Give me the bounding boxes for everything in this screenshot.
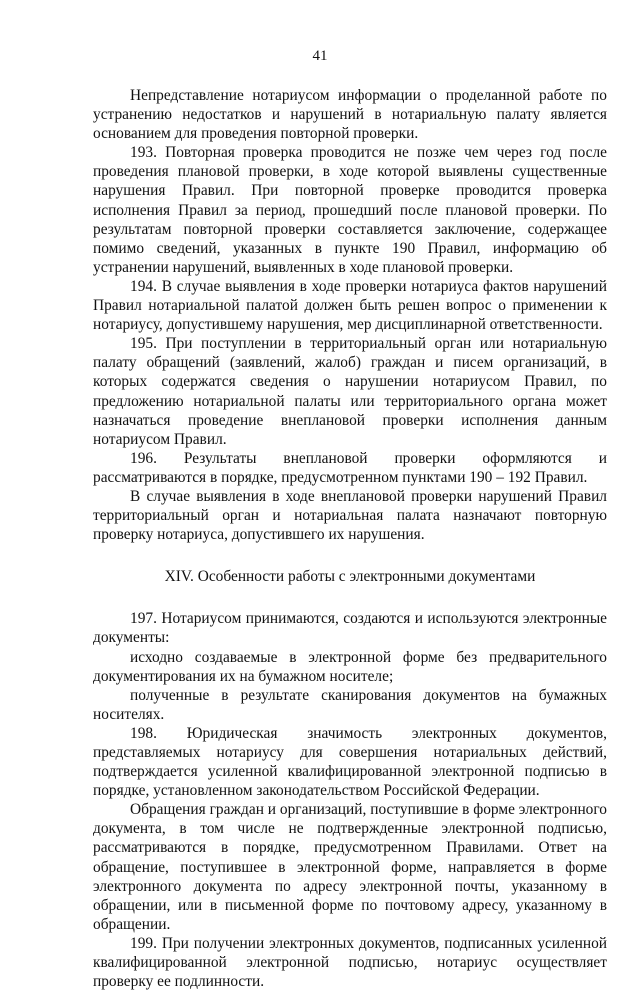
- paragraph-193: 193. Повторная проверка проводится не позже чем через год после проведения плановой проверки, в ходе которой выявлены существенные нарушения Правил. При повторной проверке проводится проверка исполнения Правил за период, прошедший после плановой проверки. По результатам повторной проверки составляется заключение, содержащее помимо сведений, указанных в пункте 190 Правил, информацию об устранении нарушений, выявленных в ходе плановой проверки.: [93, 144, 607, 276]
- paragraph-195: 195. При поступлении в территориальный орган или нотариальную палату обращений (заявлений, жалоб) граждан и писем организаций, в которых содержатся сведения о нарушении нотариусом Правил, по предложению нотариальной палаты или территориального органа может назначаться проведение внеплановой проверки исполнения данным нотариусом Правил.: [93, 335, 607, 448]
- paragraph-198: 198. Юридическая значимость электронных документов, представляемых нотариусу для совершения нотариальных действий, подтверждается усиленной квалифицированной электронной подписью в порядке, установленном законодательством Российской Федерации.: [93, 724, 607, 800]
- list-item: полученные в результате сканирования документов на бумажных носителях.: [93, 686, 607, 723]
- paragraph: Обращения граждан и организаций, поступившие в форме электронного документа, в том числе не подтвержденные электронной подписью, рассматриваются в порядке, предусмотренном Правилами. Ответ на обращение, поступившее в электронной форме, направляется в форме электронного документа по адресу электронной почты, указанному в обращении, или в письменной форме по почтовому адресу, указанному в обращении.: [93, 801, 607, 933]
- paragraph-196: 196. Результаты внеплановой проверки оформляются и рассматриваются в порядке, предусмотренном пунктами 190 – 192 Правил.: [93, 449, 607, 486]
- paragraph-199: 199. При получении электронных документов, подписанных усиленной квалифицированной электронной подписью, нотариус осуществляет проверку ее подлинности.: [93, 934, 607, 991]
- paragraph: В случае выявления в ходе внеплановой проверки нарушений Правил территориальный орган и нотариальная палата назначают повторную проверку нотариуса, допустившего их нарушения.: [93, 487, 607, 544]
- list-item: исходно создаваемые в электронной форме без предварительного документирования их на бумажном носителе;: [93, 648, 607, 685]
- section-heading: XIV. Особенности работы с электронными документами: [164, 568, 536, 586]
- paragraph-197: 197. Нотариусом принимаются, создаются и используются электронные документы:: [93, 610, 607, 647]
- paragraph-194: 194. В случае выявления в ходе проверки нотариуса фактов нарушений Правил нотариальной палатой должен быть решен вопрос о применении к нотариусу, допустившему нарушения, мер дисциплинарной ответственности.: [93, 277, 607, 334]
- document-body: [93, 86, 607, 991]
- paragraph: Непредставление нотариусом информации о проделанной работе по устранению недостатков и нарушений в нотариальную палату является основанием для проведения повторной проверки.: [93, 87, 607, 143]
- page-number: 41: [312, 48, 328, 64]
